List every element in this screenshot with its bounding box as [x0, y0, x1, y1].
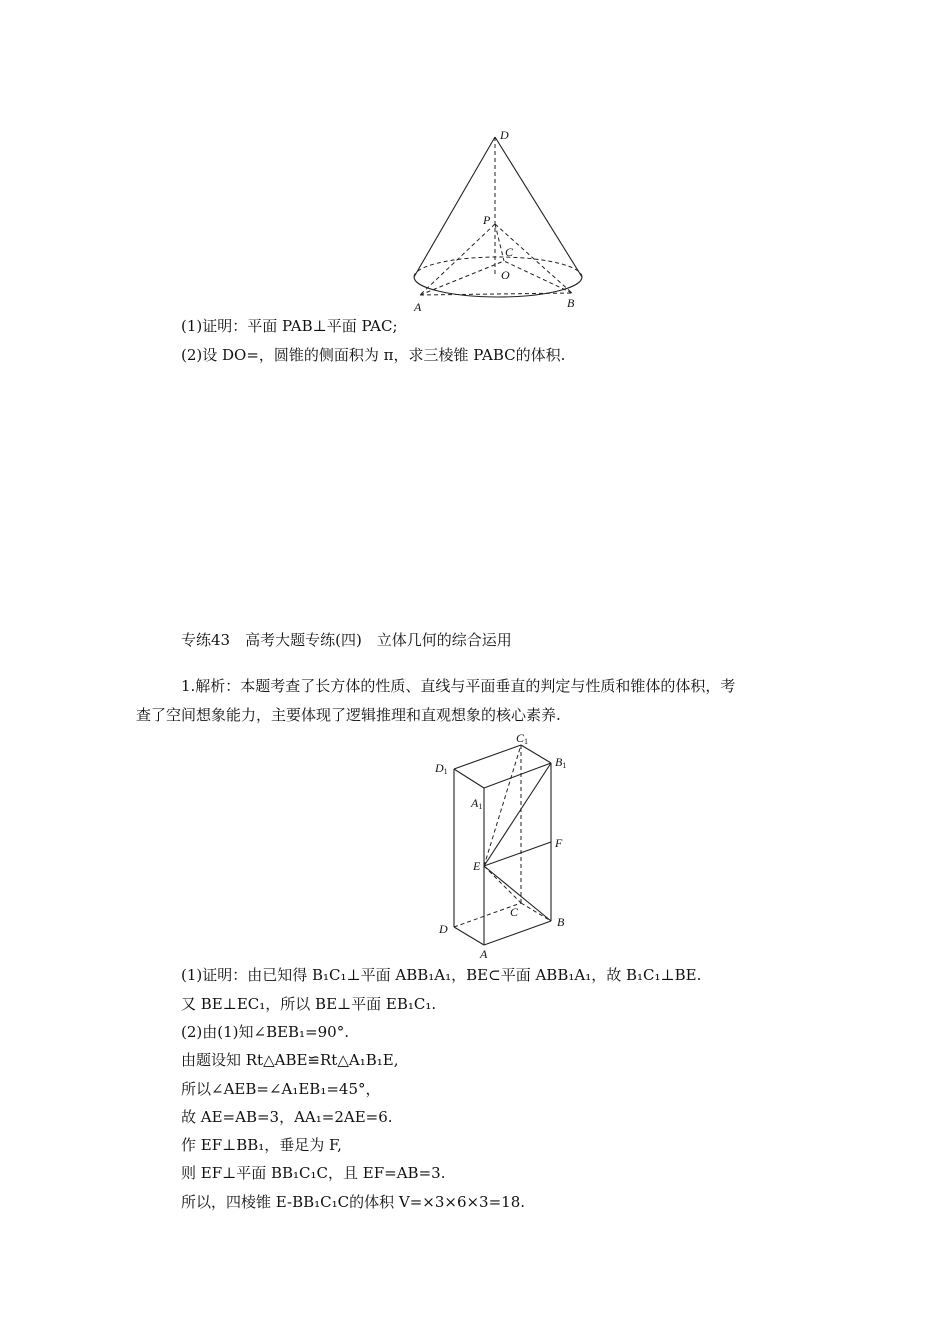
label-C: C — [510, 905, 519, 919]
problem-part2: (2)设 DO=，圆锥的侧面积为 π，求三棱锥 PABC的体积. — [181, 346, 566, 364]
cone-base-back-arc — [414, 257, 582, 277]
edge-D1A1 — [454, 769, 484, 788]
edge-DA — [454, 927, 484, 945]
segment-EC — [484, 866, 521, 903]
label-E: E — [473, 859, 481, 873]
section-title: 专练43 高考大题专练(四) 立体几何的综合运用 — [181, 631, 512, 649]
label-B: B — [567, 296, 575, 310]
label-D1: D1 — [435, 761, 448, 776]
solution-line-3: (2)由(1)知∠BEB₁=90°. — [181, 1023, 349, 1041]
solution-line-1: (1)证明：由已知得 B₁C₁⊥平面 ABB₁A₁，BE⊂平面 ABB₁A₁，故 B₁C₁⊥BE. — [181, 966, 702, 984]
label-D: D — [500, 128, 509, 142]
edge-AB — [484, 921, 551, 945]
cuboid-figure — [430, 728, 590, 960]
solution-line-8: 则 EF⊥平面 BB₁C₁C，且 EF=AB=3. — [181, 1164, 446, 1182]
label-F: F — [555, 836, 563, 850]
problem-part1: (1)证明：平面 PAB⊥平面 PAC; — [181, 317, 398, 335]
segment-EF — [484, 842, 551, 866]
segment-PA — [420, 224, 495, 295]
cone-figure — [400, 125, 600, 325]
solution-line-5: 所以∠AEB=∠A₁EB₁=45°， — [181, 1080, 381, 1098]
segment-AB — [420, 293, 572, 295]
label-A: A — [480, 947, 488, 960]
label-A: A — [414, 300, 422, 314]
solution-line-4: 由题设知 Rt△ABE≌Rt△A₁B₁E, — [181, 1051, 399, 1069]
cone-edge-left — [414, 137, 495, 277]
label-C1: C1 — [516, 731, 529, 746]
segment-EB1 — [484, 763, 551, 866]
edge-C1B1 — [521, 745, 551, 763]
edge-A1B1 — [484, 763, 551, 788]
label-O: O — [501, 268, 510, 282]
label-B1: B1 — [555, 755, 567, 770]
label-D: D — [439, 922, 448, 936]
segment-BC — [504, 261, 572, 293]
solution-intro-line2: 查了空间想象能力，主要体现了逻辑推理和直观想象的核心素养. — [136, 706, 561, 724]
edge-CB — [521, 903, 551, 921]
segment-EC1 — [484, 745, 521, 866]
solution-line-2: 又 BE⊥EC₁，所以 BE⊥平面 EB₁C₁. — [181, 995, 437, 1013]
label-C: C — [505, 245, 514, 259]
solution-intro-line1: 1.解析：本题考查了长方体的性质、直线与平面垂直的判定与性质和锥体的体积，考 — [181, 677, 736, 695]
edge-D1C1 — [454, 745, 521, 769]
solution-line-6: 故 AE=AB=3，AA₁=2AE=6. — [181, 1108, 393, 1126]
segment-PC — [495, 224, 504, 261]
solution-line-7: 作 EF⊥BB₁，垂足为 F, — [181, 1136, 342, 1154]
label-B: B — [557, 915, 565, 929]
solution-line-9: 所以，四棱锥 E-BB₁C₁C的体积 V=×3×6×3=18. — [181, 1193, 526, 1211]
label-A1: A1 — [471, 796, 483, 811]
label-P: P — [483, 213, 491, 227]
